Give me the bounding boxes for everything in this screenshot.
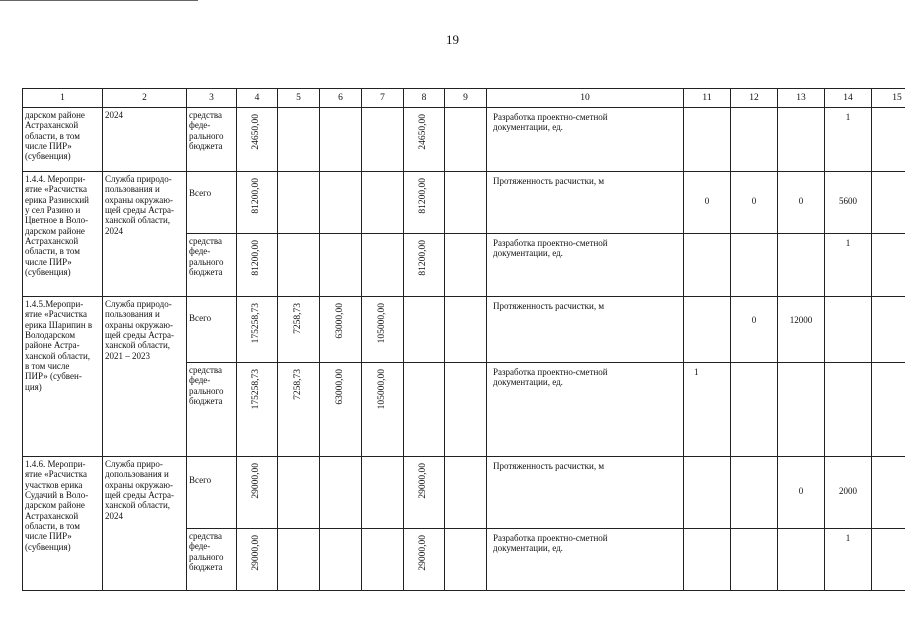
col-header: 2 — [103, 89, 187, 108]
amount-cell: 81200,00 — [404, 172, 445, 234]
amount-cell — [278, 234, 320, 297]
amount-cell: 29000,00 — [404, 457, 445, 529]
funding-source: Всего — [187, 297, 237, 363]
amount-cell — [320, 457, 362, 529]
indicator-value: 1 — [825, 234, 872, 297]
amount-cell: 7258,73 — [278, 363, 320, 457]
amount-cell — [445, 457, 487, 529]
measure-description: 1.4.6. Меропри- ятие «Расчистка участков ерика Судачий в Воло- дарском районе Астраханской области, в том числе ПИР» (субвенция) — [23, 457, 103, 591]
indicator-value — [778, 234, 825, 297]
indicator-value — [778, 108, 825, 172]
amount-cell — [445, 363, 487, 457]
indicator-value: 0 — [778, 172, 825, 234]
indicator-value — [778, 363, 825, 457]
indicator-value — [684, 108, 731, 172]
amount-cell — [278, 529, 320, 591]
amount-cell — [362, 529, 404, 591]
executor-period: 2024 — [103, 108, 187, 172]
indicator-value: 1 — [825, 108, 872, 172]
amount-cell: 81200,00 — [237, 172, 278, 234]
amount-cell — [320, 234, 362, 297]
indicator-value — [731, 529, 778, 591]
program-table — [22, 88, 905, 591]
indicator-value: 0 — [731, 297, 778, 363]
amount-cell: 63000,00 — [320, 297, 362, 363]
page-number: 19 — [446, 32, 459, 47]
indicator-value — [872, 457, 905, 529]
indicator-name: Разработка проектно-сметной документации, ед. — [487, 363, 684, 457]
funding-source: средства феде- рального бюджета — [187, 234, 237, 297]
col-header: 5 — [278, 89, 320, 108]
indicator-value: 5600 — [825, 172, 872, 234]
executor-period: Служба приро- допользования и охраны окружаю- щей среды Астра- ханской области, 2024 — [103, 457, 187, 591]
amount-cell: 24650,00 — [404, 108, 445, 172]
indicator-value — [684, 529, 731, 591]
col-header: 6 — [320, 89, 362, 108]
col-header: 3 — [187, 89, 237, 108]
indicator-value — [872, 363, 905, 457]
amount-cell: 29000,00 — [237, 529, 278, 591]
indicator-value: 12000 — [778, 297, 825, 363]
indicator-value: 2000 — [825, 457, 872, 529]
table-row — [23, 457, 905, 529]
amount-cell: 105000,00 — [362, 297, 404, 363]
col-header: 10 — [487, 89, 684, 108]
table-row — [23, 108, 905, 172]
indicator-value — [731, 108, 778, 172]
amount-cell: 29000,00 — [404, 529, 445, 591]
indicator-name: Протяженность расчистки, м — [487, 172, 684, 234]
amount-cell: 29000,00 — [237, 457, 278, 529]
col-header: 8 — [404, 89, 445, 108]
col-header: 15 — [872, 89, 905, 108]
amount-cell: 175258,73 — [237, 297, 278, 363]
col-header: 11 — [684, 89, 731, 108]
funding-source: Всего — [187, 172, 237, 234]
indicator-value — [872, 172, 905, 234]
amount-cell: 81200,00 — [404, 234, 445, 297]
indicator-value — [731, 363, 778, 457]
funding-source: средства феде- рального бюджета — [187, 529, 237, 591]
indicator-name: Разработка проектно-сметной документации, ед. — [487, 529, 684, 591]
executor-period: Служба природо- пользования и охраны окружаю- щей среды Астра- ханской области, 2024 — [103, 172, 187, 297]
amount-cell: 105000,00 — [362, 363, 404, 457]
indicator-value — [872, 297, 905, 363]
amount-cell — [320, 529, 362, 591]
indicator-value: 0 — [684, 172, 731, 234]
indicator-value — [825, 363, 872, 457]
indicator-value: 0 — [778, 457, 825, 529]
top-rule — [0, 0, 198, 1]
amount-cell — [362, 234, 404, 297]
indicator-value — [684, 457, 731, 529]
indicator-value: 1 — [684, 363, 731, 457]
amount-cell: 175258,73 — [237, 363, 278, 457]
amount-cell — [404, 363, 445, 457]
amount-cell — [320, 172, 362, 234]
col-header: 1 — [23, 89, 103, 108]
indicator-value — [872, 108, 905, 172]
amount-cell: 63000,00 — [320, 363, 362, 457]
amount-cell — [445, 108, 487, 172]
executor-period: Служба природо- пользования и охраны окружаю- щей среды Астра- ханской области, 2021 – 2023 — [103, 297, 187, 457]
amount-cell — [445, 234, 487, 297]
col-header: 7 — [362, 89, 404, 108]
col-header: 4 — [237, 89, 278, 108]
col-header: 14 — [825, 89, 872, 108]
indicator-value: 0 — [731, 172, 778, 234]
amount-cell: 24650,00 — [237, 108, 278, 172]
indicator-value — [684, 297, 731, 363]
indicator-value: 1 — [825, 529, 872, 591]
amount-cell — [362, 108, 404, 172]
amount-cell — [362, 457, 404, 529]
indicator-name: Разработка проектно-сметной документации, ед. — [487, 108, 684, 172]
amount-cell — [445, 529, 487, 591]
amount-cell — [445, 297, 487, 363]
indicator-value — [872, 234, 905, 297]
table-row — [23, 297, 905, 363]
indicator-name: Протяженность расчистки, м — [487, 297, 684, 363]
measure-description: 1.4.4. Меропри- ятие «Расчистка ерика Разинский у сел Разино и Цветное в Воло- дарском районе Астраханской области, в том числе ПИР» (субвенция) — [23, 172, 103, 297]
indicator-value — [731, 457, 778, 529]
indicator-value — [684, 234, 731, 297]
amount-cell: 7258,73 — [278, 297, 320, 363]
measure-description: 1.4.5.Меропри- ятие «Расчистка ерика Шарипин в Володарском районе Астра- ханской области, в том числе ПИР» (субвен- ция) — [23, 297, 103, 457]
amount-cell — [278, 108, 320, 172]
indicator-value — [825, 297, 872, 363]
table-row — [23, 172, 905, 234]
indicator-name: Разработка проектно-сметной документации, ед. — [487, 234, 684, 297]
amount-cell — [320, 108, 362, 172]
amount-cell — [404, 297, 445, 363]
funding-source: средства феде- рального бюджета — [187, 363, 237, 457]
amount-cell — [362, 172, 404, 234]
indicator-value — [872, 529, 905, 591]
measure-description: дарском районе Астраханской области, в том числе ПИР» (субвенция) — [23, 108, 103, 172]
indicator-value — [731, 234, 778, 297]
amount-cell — [445, 172, 487, 234]
indicator-value — [778, 529, 825, 591]
amount-cell: 81200,00 — [237, 234, 278, 297]
col-header: 12 — [731, 89, 778, 108]
amount-cell — [278, 457, 320, 529]
col-header: 9 — [445, 89, 487, 108]
indicator-name: Протяженность расчистки, м — [487, 457, 684, 529]
amount-cell — [278, 172, 320, 234]
funding-source: Всего — [187, 457, 237, 529]
col-header: 13 — [778, 89, 825, 108]
header-row — [23, 89, 905, 108]
funding-source: средства феде- рального бюджета — [187, 108, 237, 172]
